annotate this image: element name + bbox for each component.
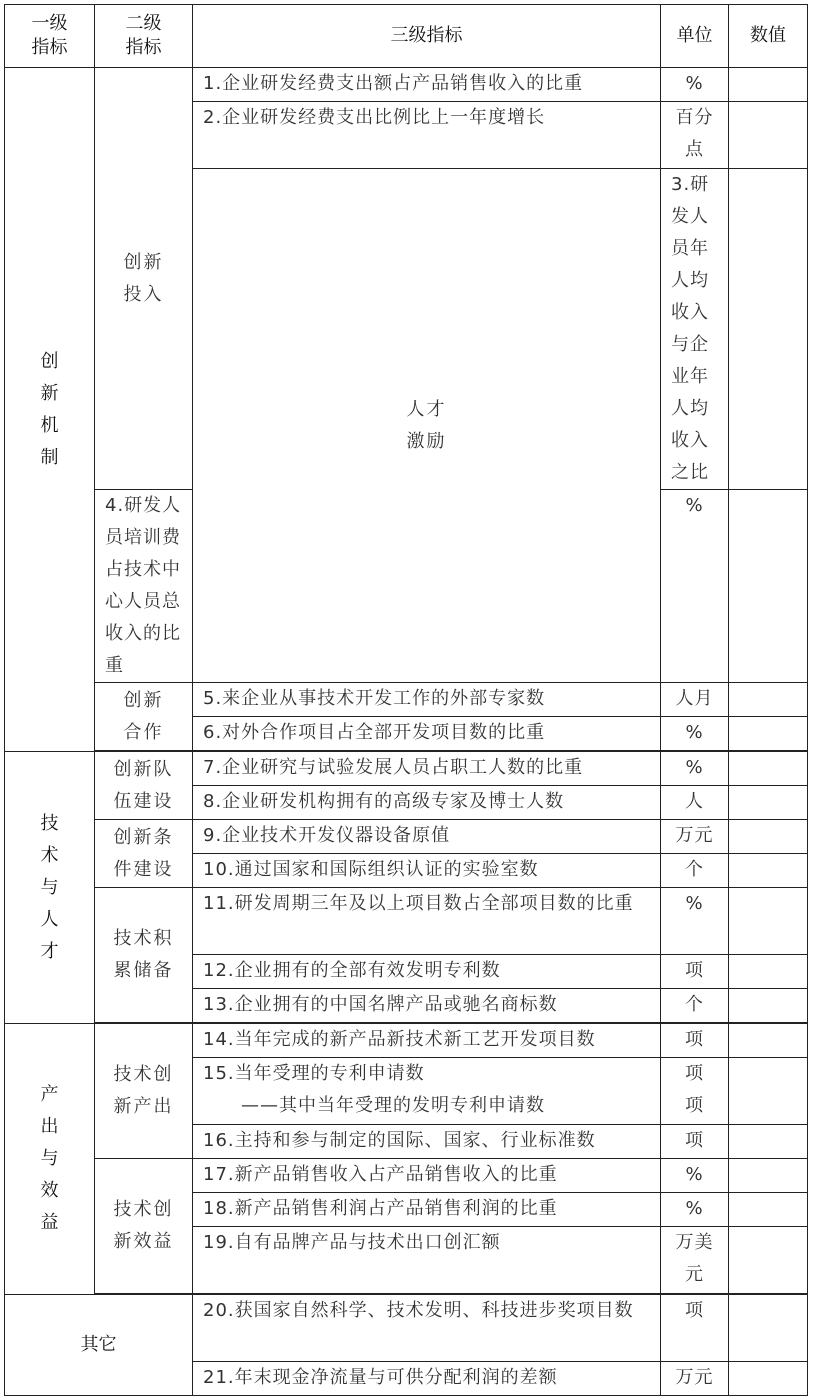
value-cell[interactable] [729, 1125, 808, 1159]
indicator-text: 4.研发人员培训费占技术中心人员总收入的比重 [95, 490, 193, 683]
indicator-unit: 项 [661, 955, 729, 989]
indicator-unit: % [661, 888, 729, 955]
indicator-text: 2.企业研发经费支出比例比上一年度增长 [193, 102, 661, 169]
value-cell[interactable] [729, 786, 808, 820]
header-value: 数值 [729, 5, 808, 68]
group-technology-talent: 技术与人才 [5, 752, 95, 1024]
value-cell[interactable] [729, 752, 808, 786]
table-row [5, 888, 808, 955]
unit-main: 项 [685, 1063, 704, 1084]
header-row [5, 5, 808, 68]
indicator-unit: 百分点 [661, 102, 729, 169]
indicator-unit: 万美元 [661, 1227, 729, 1294]
indicator-unit: 万元 [661, 820, 729, 854]
indicator-unit: 人月 [661, 683, 729, 717]
indicator-text: 5.来企业从事技术开发工作的外部专家数 [193, 683, 661, 717]
indicator-unit: % [661, 1193, 729, 1227]
group-innovation-mechanism: 创新机制 [5, 68, 95, 752]
value-cell[interactable] [729, 854, 808, 888]
indicator-text: 6.对外合作项目占全部开发项目数的比重 [193, 717, 661, 751]
group-other: 其它 [5, 1295, 193, 1396]
value-cell[interactable] [729, 1295, 808, 1362]
indicator-text [193, 1058, 661, 1125]
indicator-text: 20.获国家自然科学、技术发明、科技进步奖项目数 [193, 1295, 661, 1362]
indicator-text: 17.新产品销售收入占产品销售收入的比重 [193, 1159, 661, 1193]
subgroup-technology-reserve: 技术积累储备 [95, 888, 193, 1023]
value-cell[interactable] [729, 68, 808, 102]
subgroup-innovation-output: 技术创新产出 [95, 1024, 193, 1159]
subgroup-innovation-cooperation: 创新合作 [95, 683, 193, 751]
indicator-main: 15.当年受理的专利申请数 [203, 1063, 425, 1084]
indicator-text: 13.企业拥有的中国名牌产品或驰名商标数 [193, 989, 661, 1023]
indicator-sub: ——其中当年受理的发明专利申请数 [241, 1095, 545, 1116]
group-output-benefit: 产出与效益 [5, 1024, 95, 1295]
indicator-text: 9.企业技术开发仪器设备原值 [193, 820, 661, 854]
indicator-text: 16.主持和参与制定的国际、国家、行业标准数 [193, 1125, 661, 1159]
value-cell[interactable] [729, 1058, 808, 1125]
indicator-unit: % [661, 68, 729, 102]
indicator-text: 7.企业研究与试验发展人员占职工人数的比重 [193, 752, 661, 786]
indicator-text: 21.年末现金净流量与可供分配利润的差额 [193, 1362, 661, 1396]
value-cell[interactable] [729, 102, 808, 169]
indicator-table [4, 4, 808, 1396]
value-cell[interactable] [729, 1159, 808, 1193]
indicator-unit: % [661, 752, 729, 786]
subgroup-condition-building: 创新条件建设 [95, 820, 193, 888]
indicator-unit: 万元 [661, 1362, 729, 1396]
indicator-unit: 项 [661, 1125, 729, 1159]
header-level1: 一级指标 [5, 5, 95, 68]
header-level2: 二级指标 [95, 5, 193, 68]
value-cell[interactable] [729, 820, 808, 854]
subgroup-talent-incentive: 人才激励 [193, 169, 661, 683]
unit-sub: 项 [685, 1095, 704, 1116]
header-level3: 三级指标 [193, 5, 661, 68]
indicator-text: 19.自有品牌产品与技术出口创汇额 [193, 1227, 661, 1294]
value-cell[interactable] [729, 888, 808, 955]
subgroup-innovation-input: 创新投入 [95, 68, 193, 490]
indicator-text: 12.企业拥有的全部有效发明专利数 [193, 955, 661, 989]
table-row [5, 752, 808, 786]
header-unit: 单位 [661, 5, 729, 68]
indicator-unit: 个 [661, 854, 729, 888]
indicator-unit [729, 169, 808, 490]
value-cell[interactable] [729, 1362, 808, 1396]
value-cell[interactable] [729, 490, 808, 683]
value-cell[interactable] [729, 989, 808, 1023]
value-cell[interactable] [729, 955, 808, 989]
table-row [5, 683, 808, 717]
subgroup-innovation-benefit: 技术创新效益 [95, 1159, 193, 1294]
indicator-unit: 项 [661, 1024, 729, 1058]
indicator-unit: % [661, 490, 729, 683]
value-cell[interactable] [729, 717, 808, 751]
table-row [5, 68, 808, 102]
table-row [5, 1024, 808, 1058]
value-cell[interactable] [729, 1193, 808, 1227]
indicator-unit [661, 1058, 729, 1125]
indicator-text: 11.研发周期三年及以上项目数占全部项目数的比重 [193, 888, 661, 955]
table-row [5, 1295, 808, 1362]
subgroup-team-building: 创新队伍建设 [95, 752, 193, 820]
indicator-unit: 个 [661, 989, 729, 1023]
value-cell[interactable] [729, 1227, 808, 1294]
value-cell[interactable] [729, 683, 808, 717]
indicator-text: 10.通过国家和国际组织认证的实验室数 [193, 854, 661, 888]
table-row [5, 1159, 808, 1193]
indicator-text: 8.企业研发机构拥有的高级专家及博士人数 [193, 786, 661, 820]
indicator-unit: 项 [661, 1295, 729, 1362]
indicator-text: 1.企业研发经费支出额占产品销售收入的比重 [193, 68, 661, 102]
table-row [5, 820, 808, 854]
indicator-text: 3.研发人员年人均收入与企业年人均收入之比 [661, 169, 729, 490]
indicator-unit: % [661, 717, 729, 751]
indicator-text: 14.当年完成的新产品新技术新工艺开发项目数 [193, 1024, 661, 1058]
indicator-unit: % [661, 1159, 729, 1193]
indicator-text: 18.新产品销售利润占产品销售利润的比重 [193, 1193, 661, 1227]
indicator-unit: 人 [661, 786, 729, 820]
value-cell[interactable] [729, 1024, 808, 1058]
